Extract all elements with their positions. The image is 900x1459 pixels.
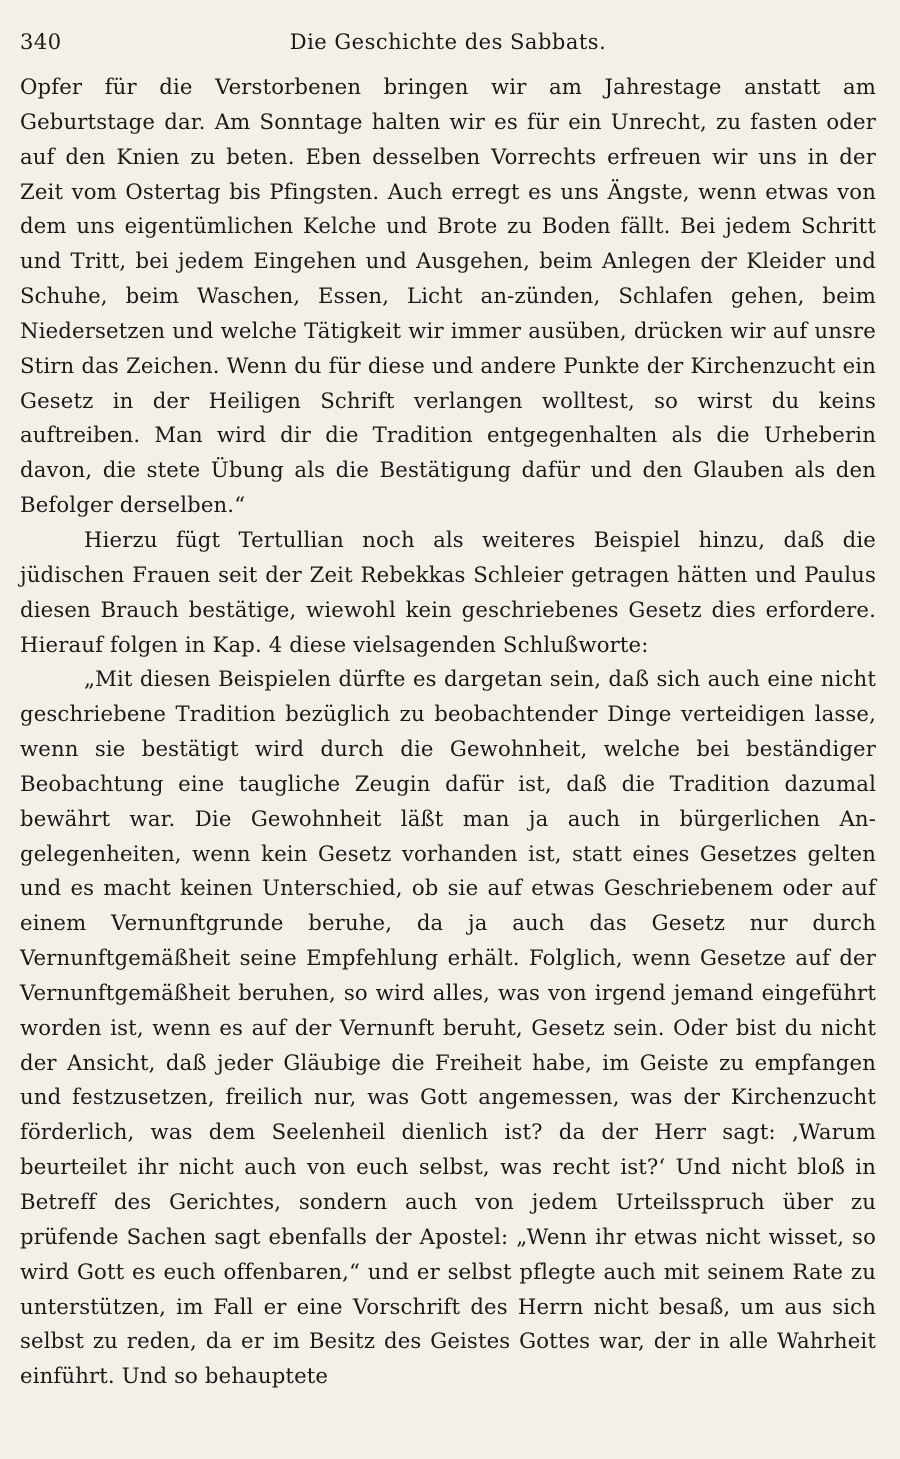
paragraph-continued: Opfer für die Verstorbenen bringen wir am Jahrestage anstatt am Geburtstage dar. Am Sonntage halten wir es für ein Unrecht, zu fasten oder auf den Knien zu beten. Eben desselben Vorrechts erfreuen wir uns in der Zeit vom Ostertag bis Pfingsten. Auch erregt es uns Ängste, wenn etwas von dem uns eigentümlichen Kelche und Brote zu Boden fällt. Bei jedem Schritt und Tritt, bei jedem Eingehen und Ausgehen, beim Anlegen der Kleider und Schuhe, beim Waschen, Essen, Licht an-zünden, Schlafen gehen, beim Niedersetzen und welche Tätigkeit wir immer ausüben, drücken wir auf unsre Stirn das Zeichen. Wenn du für diese und andere Punkte der Kirchenzucht ein Gesetz in der Heiligen Schrift verlangen wolltest, so wirst du keins auftreiben. Man wird dir die Tradition entgegenhalten als die Urheberin davon, die stete Übung als die Bestätigung dafür und den Glauben als den Befolger derselben.“ [20,74,876,518]
running-head [20,26,876,62]
page-number: 340 [20,30,62,54]
paragraph-tertullian: Hierzu fügt Tertullian noch als weiteres Beispiel hinzu, daß die jüdischen Frauen seit der Zeit Rebekkas Schleier getragen hätten und Paulus diesen Brauch bestätige, wiewohl kein geschriebenes Gesetz dies erfordere. Hierauf folgen in Kap. 4 diese vielsagenden Schlußworte: [20,526,876,657]
running-title: Die Geschichte des Sabbats. [289,30,607,54]
body-text [20,70,876,1394]
paragraph-quotation: „Mit diesen Beispielen dürfte es dargetan sein, daß sich auch eine nicht geschriebene Tradition bezüglich zu beobachtender Dinge verteidigen lasse, wenn sie bestätigt wird durch die Gewohnheit, welche bei beständiger Beobachtung eine taugliche Zeugin dafür ist, daß die Tradition dazumal bewährt war. Die Gewohnheit läßt man ja auch in bürgerlichen An-gelegenheiten, wenn kein Gesetz vorhanden ist, statt eines Gesetzes gelten und es macht keinen Unterschied, ob sie auf etwas Geschriebenem oder auf einem Vernunftgrunde beruhe, da ja auch das Gesetz nur durch Vernunftgemäßheit seine Empfehlung erhält. Folglich, wenn Gesetze auf der Vernunftgemäßheit beruhen, so wird alles, was von irgend jemand eingeführt worden ist, wenn es auf der Vernunft beruht, Gesetz sein. Oder bist du nicht der Ansicht, daß jeder Gläubige die Freiheit habe, im Geiste zu empfangen und festzusetzen, freilich nur, was Gott angemessen, was der Kirchenzucht förderlich, was dem Seelenheil dienlich ist? da der Herr sagt: ‚Warum beurteilet ihr nicht auch von euch selbst, was recht ist?‘ Und nicht bloß in Betreff des Gerichtes, sondern auch von jedem Urteilsspruch über zu prüfende Sachen sagt ebenfalls der Apostel: „Wenn ihr etwas nicht wisset, so wird Gott es euch offenbaren,“ und er selbst pflegte auch mit seinem Rate zu unterstützen, im Fall er eine Vorschrift des Herrn nicht besaß, um aus sich selbst zu reden, da er im Besitz des Geistes Gottes war, der in alle Wahrheit einführt. Und so behauptete [20,666,876,1389]
